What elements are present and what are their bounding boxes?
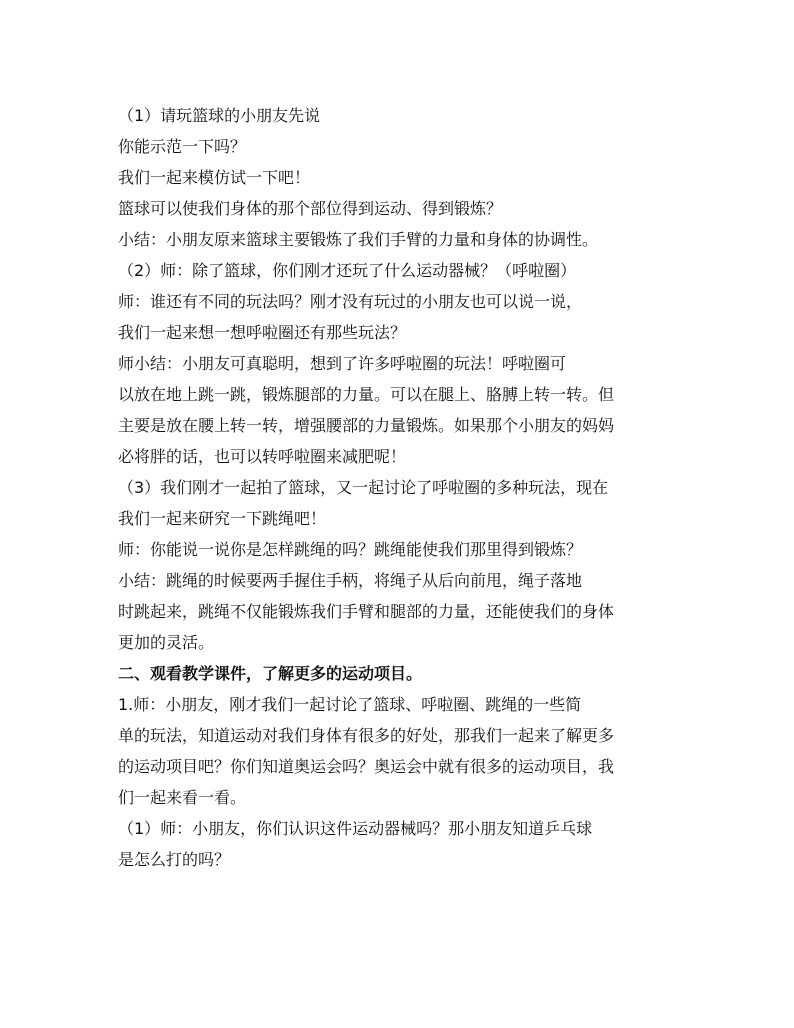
text-line: 们一起来看一看。 bbox=[118, 788, 247, 807]
text-line: 必将胖的话，也可以转呼啦圈来减肥呢！ bbox=[118, 447, 407, 466]
text-line: 单的玩法，知道运动对我们身体有很多的好处，那我们一起来了解更多 bbox=[118, 726, 615, 745]
text-line: 师：谁还有不同的玩法吗？刚才没有玩过的小朋友也可以说一说， bbox=[118, 292, 583, 311]
text-line: 的运动项目吧？你们知道奥运会吗？奥运会中就有很多的运动项目，我 bbox=[118, 757, 615, 776]
text-line: （2）师：除了篮球，你们刚才还玩了什么运动器械？（呼啦圈） bbox=[118, 261, 577, 280]
text-line: 你能示范一下吗？ bbox=[118, 137, 247, 156]
document-body bbox=[118, 100, 718, 875]
text-line: 小结：跳绳的时候要两手握住手柄，将绳子从后向前甩，绳子落地 bbox=[118, 571, 583, 590]
text-line: 我们一起来模仿试一下吧！ bbox=[118, 168, 311, 187]
text-line: （1）师：小朋友，你们认识这件运动器械吗？那小朋友知道乒乓球 bbox=[118, 819, 593, 838]
text-line: 1.师：小朋友，刚才我们一起讨论了篮球、呼啦圈、跳绳的一些简 bbox=[118, 695, 582, 714]
text-line: 师：你能说一说你是怎样跳绳的吗？跳绳能使我们那里得到锻炼？ bbox=[118, 540, 583, 559]
text-line: 更加的灵活。 bbox=[118, 633, 215, 652]
text-line: （1）请玩篮球的小朋友先说 bbox=[118, 106, 321, 125]
text-line: 主要是放在腰上转一转，增强腰部的力量锻炼。如果那个小朋友的妈妈 bbox=[118, 416, 615, 435]
text-line: 是怎么打的吗？ bbox=[118, 850, 231, 869]
text-line: 我们一起来想一想呼啦圈还有那些玩法？ bbox=[118, 323, 407, 342]
text-line: （3）我们刚才一起拍了篮球，又一起讨论了呼啦圈的多种玩法，现在 bbox=[118, 478, 609, 497]
text-line: 我们一起来研究一下跳绳吧！ bbox=[118, 509, 327, 528]
section-heading: 二、观看教学课件，了解更多的运动项目。 bbox=[118, 664, 423, 683]
text-line: 师小结：小朋友可真聪明，想到了许多呼啦圈的玩法！呼啦圈可 bbox=[118, 354, 567, 373]
text-line: 时跳起来，跳绳不仅能锻炼我们手臂和腿部的力量，还能使我们的身体 bbox=[118, 602, 615, 621]
text-line: 小结：小朋友原来篮球主要锻炼了我们手臂的力量和身体的协调性。 bbox=[118, 230, 599, 249]
text-line: 以放在地上跳一跳，锻炼腿部的力量。可以在腿上、胳膊上转一转。但 bbox=[118, 385, 615, 404]
text-line: 篮球可以使我们身体的那个部位得到运动、得到锻炼？ bbox=[118, 199, 503, 218]
